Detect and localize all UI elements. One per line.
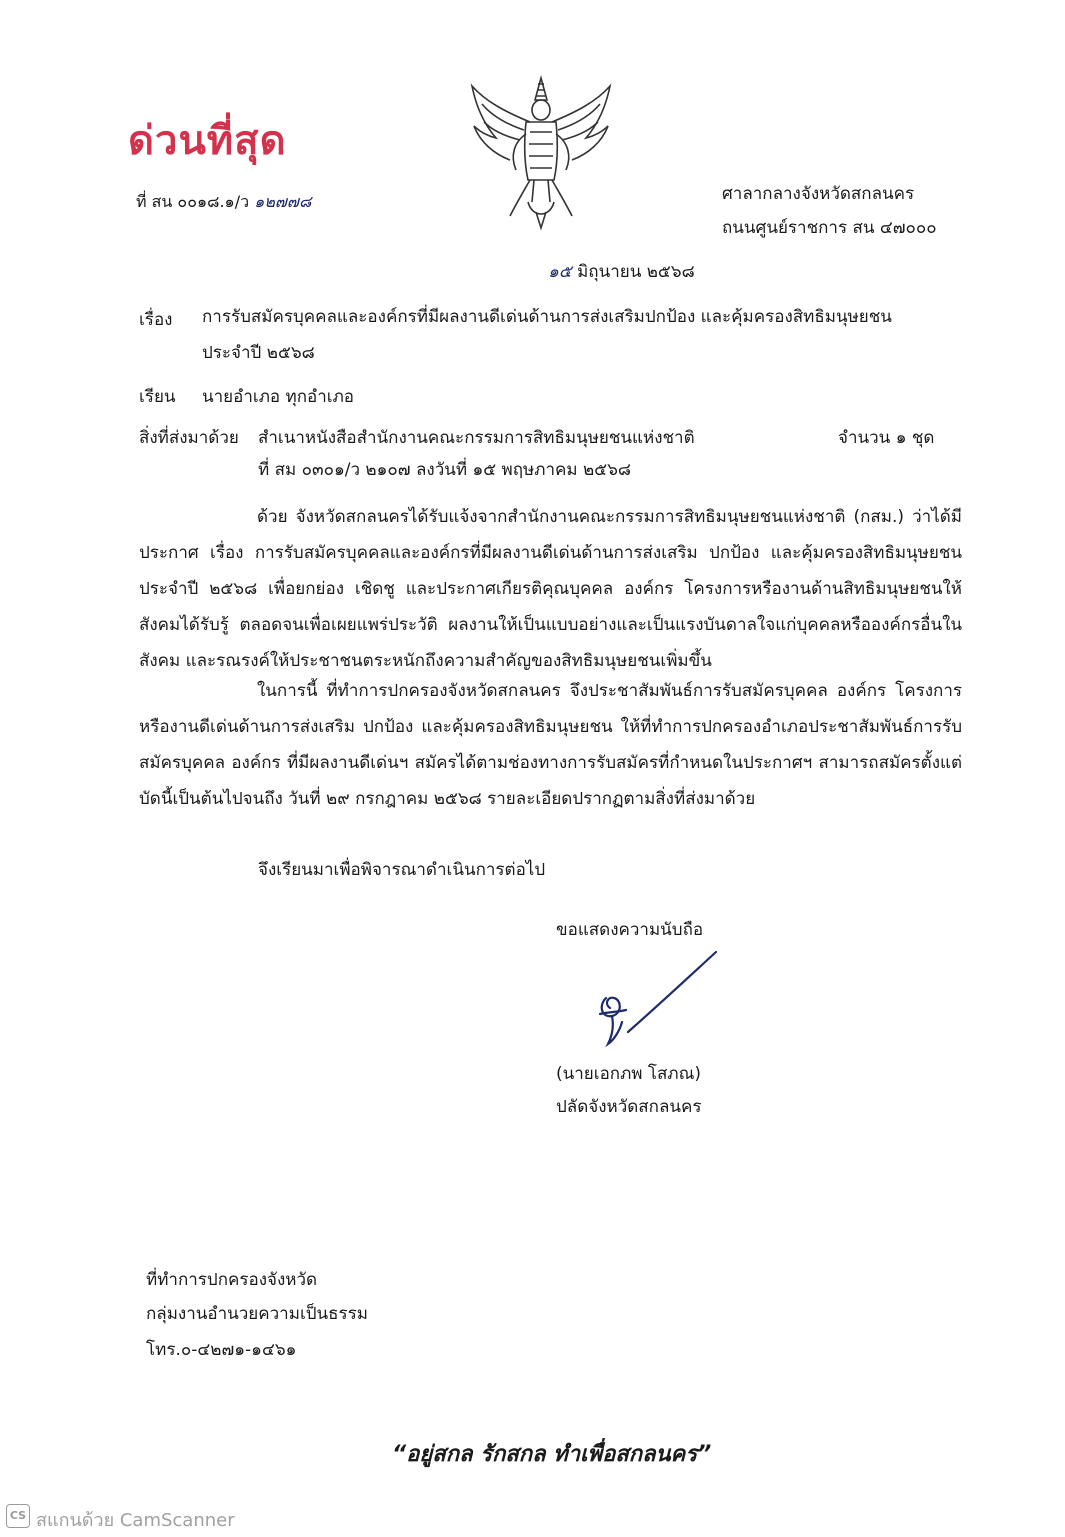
date-day-handwritten: ๑๕ xyxy=(548,262,572,282)
enclosure-line1: สำเนาหนังสือสำนักงานคณะกรรมการสิทธิมนุษยชนแห่งชาติ xyxy=(258,428,695,448)
sender-address-line2: ถนนศูนย์ราชการ สน ๔๗๐๐๐ xyxy=(722,218,937,238)
date-month-year: มิถุนายน ๒๕๖๘ xyxy=(577,262,695,282)
signatory-name: (นายเอกภพ โสภณ) xyxy=(556,1064,702,1084)
office-phone: โทร.๐-๔๒๗๑-๑๔๖๑ xyxy=(146,1340,297,1360)
closing-line: จึงเรียนมาเพื่อพิจารณาดำเนินการต่อไป xyxy=(258,860,546,880)
subject-line1: การรับสมัครบุคคลและองค์กรที่มีผลงานดีเด่นด้านการส่งเสริมปกป้อง และคุ้มครองสิทธิมนุษยชน xyxy=(202,307,892,327)
body-paragraph-2: ในการนี้ ที่ทำการปกครองจังหวัดสกลนคร จึงประชาสัมพันธ์การรับสมัครบุคคล องค์กร โครงการ หรืองานดีเด่นด้านการส่งเสริม ปกป้อง และคุ้มครองสิทธิมนุษยชน ให้ที่ทำการปกครองอำเภอประชาสัมพันธ์การรับสมัครบุคคล องค์กร ที่มีผลงานดีเด่นฯ สมัครได้ตามช่องทางการรับสมัครที่กำหนดในประกาศฯ สามารถสมัครตั้งแต่บัดนี้เป็นต้นไปจนถึง วันที่ ๒๙ กรกฎาคม ๒๕๖๘ รายละเอียดปรากฏตามสิ่งที่ส่งมาด้วย xyxy=(139,681,962,809)
document-date xyxy=(548,262,695,282)
enclosure-label: สิ่งที่ส่งมาด้วย xyxy=(139,428,239,448)
sender-address-line1: ศาลากลางจังหวัดสกลนคร xyxy=(722,184,915,204)
garuda-emblem-icon xyxy=(466,72,616,232)
recipient-label: เรียน xyxy=(139,387,176,407)
document-number-handwritten: ๑๒๗๗๘ xyxy=(254,192,312,211)
signatory-position: ปลัดจังหวัดสกลนคร xyxy=(556,1097,702,1117)
enclosure-line2: ที่ สม ๐๓๐๑/ว ๒๑๐๗ ลงวันที่ ๑๕ พฤษภาคม ๒๕๖๘ xyxy=(258,460,631,480)
camscanner-label: สแกนด้วย CamScanner xyxy=(36,1510,235,1531)
office-name: ที่ทำการปกครองจังหวัด xyxy=(146,1270,318,1290)
handwritten-signature xyxy=(592,944,722,1056)
office-division: กลุ่มงานอำนวยความเป็นธรรม xyxy=(146,1304,369,1324)
urgency-stamp: ด่วนที่สุด xyxy=(128,118,287,164)
subject-label: เรื่อง xyxy=(139,310,173,330)
recipient-value: นายอำเภอ ทุกอำเภอ xyxy=(202,387,354,407)
camscanner-logo-icon: CS xyxy=(6,1504,30,1528)
enclosure-quantity: จำนวน ๑ ชุด xyxy=(838,428,935,448)
province-slogan: “อยู่สกล รักสกล ทำเพื่อสกลนคร” xyxy=(392,1442,712,1467)
regards-line: ขอแสดงความนับถือ xyxy=(556,920,704,940)
document-number-printed: ที่ สน ๐๐๑๘.๑/ว xyxy=(136,192,250,211)
document-number xyxy=(136,192,311,211)
subject-line2: ประจำปี ๒๕๖๘ xyxy=(202,343,315,363)
body-paragraph-1: ด้วย จังหวัดสกลนครได้รับแจ้งจากสำนักงานคณะกรรมการสิทธิมนุษยชนแห่งชาติ (กสม.) ว่าได้มีประกาศ เรื่อง การรับสมัครบุคคลและองค์กรที่มีผลงานดีเด่นด้านการส่งเสริม ปกป้อง และคุ้มครองสิทธิมนุษยชน ประจำปี ๒๕๖๘ เพื่อยกย่อง เชิดชู และประกาศเกียรติคุณบุคคล องค์กร โครงการหรืองานด้านสิทธิมนุษยชนให้สังคมได้รับรู้ ตลอดจนเพื่อเผยแพร่ประวัติ ผลงานให้เป็นแบบอย่างและเป็นแรงบันดาลใจแก่บุคคลหรือองค์กรอื่นในสังคม และรณรงค์ให้ประชาชนตระหนักถึงความสำคัญของสิทธิมนุษยชนเพิ่มขึ้น xyxy=(139,507,962,671)
